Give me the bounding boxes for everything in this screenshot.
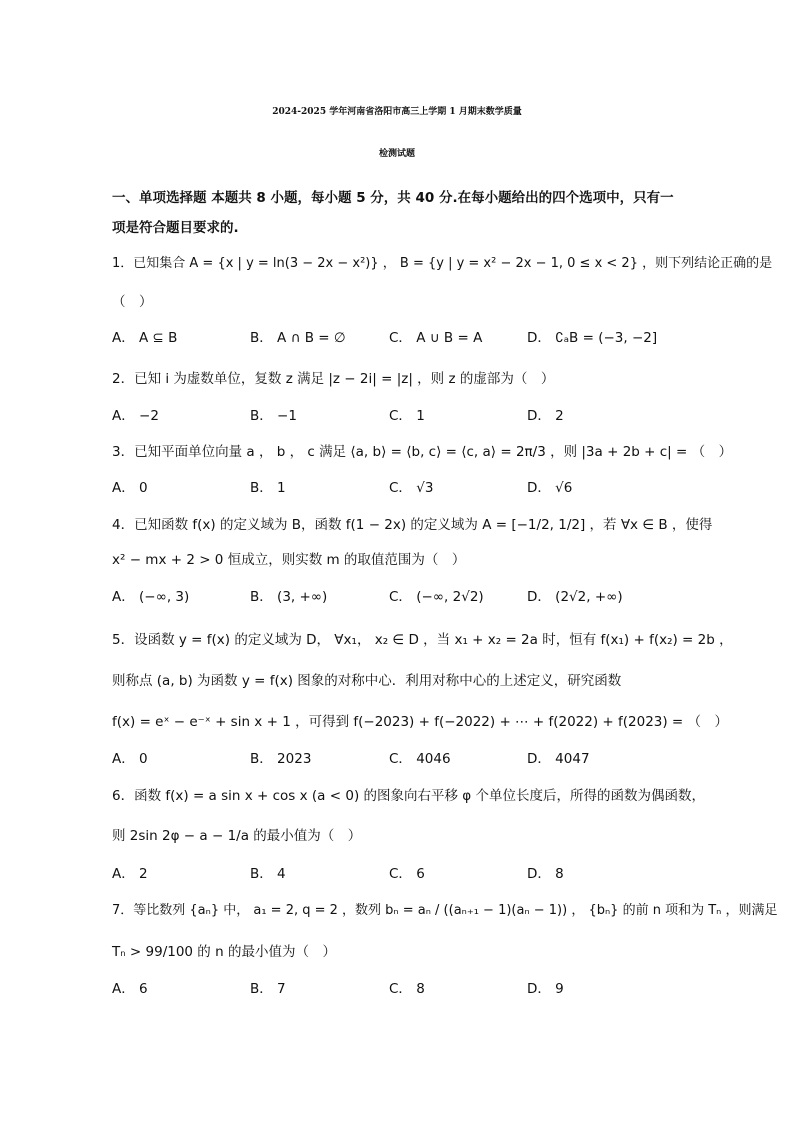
option-a: A． 2 [112, 866, 148, 882]
option-c: C． √3 [389, 480, 434, 496]
option-b: B． A ∩ B = ∅ [250, 330, 346, 346]
option-d: D． 2 [527, 408, 564, 424]
option-a: A． (−∞, 3) [112, 589, 190, 605]
option-a: A． −2 [112, 408, 159, 424]
question-stem: f(x) = eˣ − e⁻ˣ + sin x + 1 ，可得到 f(−2023) + f(−2022) + ⋯ + f(2022) + f(2023) = （ ） [112, 714, 729, 730]
option-b: B． −1 [250, 408, 297, 424]
question-stem: 2．已知 i 为虚数单位，复数 z 满足 |z − 2i| = |z| ，则 z 的虚部为（ ） [112, 371, 555, 387]
option-a: A． 0 [112, 480, 148, 496]
option-a: A． A ⊆ B [112, 330, 178, 346]
section-heading-line2: 项是符合题目要求的. [112, 220, 239, 236]
page-title-line2: 检测试题 [378, 149, 415, 159]
question-stem: 7．等比数列 {aₙ} 中， a₁ = 2, q = 2 ，数列 bₙ = aₙ / ((aₙ₊₁ − 1)(aₙ − 1)) ， {bₙ} 的前 n 项和为 Tₙ ，则满足 [112, 903, 778, 918]
option-b: B． 7 [250, 981, 286, 997]
option-d: D． 4047 [527, 751, 590, 767]
option-b: B． 2023 [250, 751, 312, 767]
option-b: B． (3, +∞) [250, 589, 328, 605]
question-stem: 4．已知函数 f(x) 的定义域为 B，函数 f(1 − 2x) 的定义域为 A = [−1/2, 1/2] ，若 ∀x ∈ B ，使得 [112, 517, 713, 533]
page-title-line1: 2024-2025 学年河南省洛阳市高三上学期 1 月期末数学质量 [272, 107, 522, 117]
option-c: C． 4046 [389, 751, 451, 767]
option-c: C． 6 [389, 866, 425, 882]
option-c: C． 1 [389, 408, 425, 424]
section-heading-line1: 一、单项选择题 本题共 8 小题，每小题 5 分，共 40 分.在每小题给出的四个选项中，只有一 [112, 190, 674, 206]
question-stem: 则 2sin 2φ − a − 1/a 的最小值为（ ） [112, 828, 362, 844]
option-d: D． 9 [527, 981, 564, 997]
question-stem: （ ） [112, 294, 153, 310]
option-d: D． ∁ₐB = (−3, −2] [527, 330, 658, 346]
question-stem: 3．已知平面单位向量 a ， b ， c 满足 ⟨a, b⟩ = ⟨b, c⟩ = ⟨c, a⟩ = 2π/3 ，则 |3a + 2b + c| = （ ） [112, 444, 733, 460]
option-c: C． (−∞, 2√2) [389, 589, 484, 605]
option-c: C． A ∪ B = A [389, 330, 483, 346]
question-stem: 5．设函数 y = f(x) 的定义域为 D， ∀x₁， x₂ ∈ D ，当 x₁ + x₂ = 2a 时，恒有 f(x₁) + f(x₂) = 2b ， [112, 632, 733, 648]
option-c: C． 8 [389, 981, 425, 997]
question-stem: 则称点 (a, b) 为函数 y = f(x) 图象的对称中心．利用对称中心的上述定义，研究函数 [112, 673, 622, 689]
option-b: B． 4 [250, 866, 286, 882]
option-d: D． (2√2, +∞) [527, 589, 623, 605]
question-stem: 6．函数 f(x) = a sin x + cos x (a < 0) 的图象向右平移 φ 个单位长度后，所得的函数为偶函数， [112, 788, 705, 804]
question-stem: x² − mx + 2 > 0 恒成立，则实数 m 的取值范围为（ ） [112, 552, 466, 568]
option-a: A． 6 [112, 981, 148, 997]
option-d: D． √6 [527, 480, 573, 496]
question-stem: Tₙ > 99/100 的 n 的最小值为（ ） [112, 944, 336, 960]
option-a: A． 0 [112, 751, 148, 767]
question-stem: 1．已知集合 A = {x | y = ln(3 − 2x − x²)} ， B = {y | y = x² − 2x − 1, 0 ≤ x < 2} ，则下列结论正确的是 [112, 256, 773, 271]
option-b: B． 1 [250, 480, 286, 496]
option-d: D． 8 [527, 866, 564, 882]
